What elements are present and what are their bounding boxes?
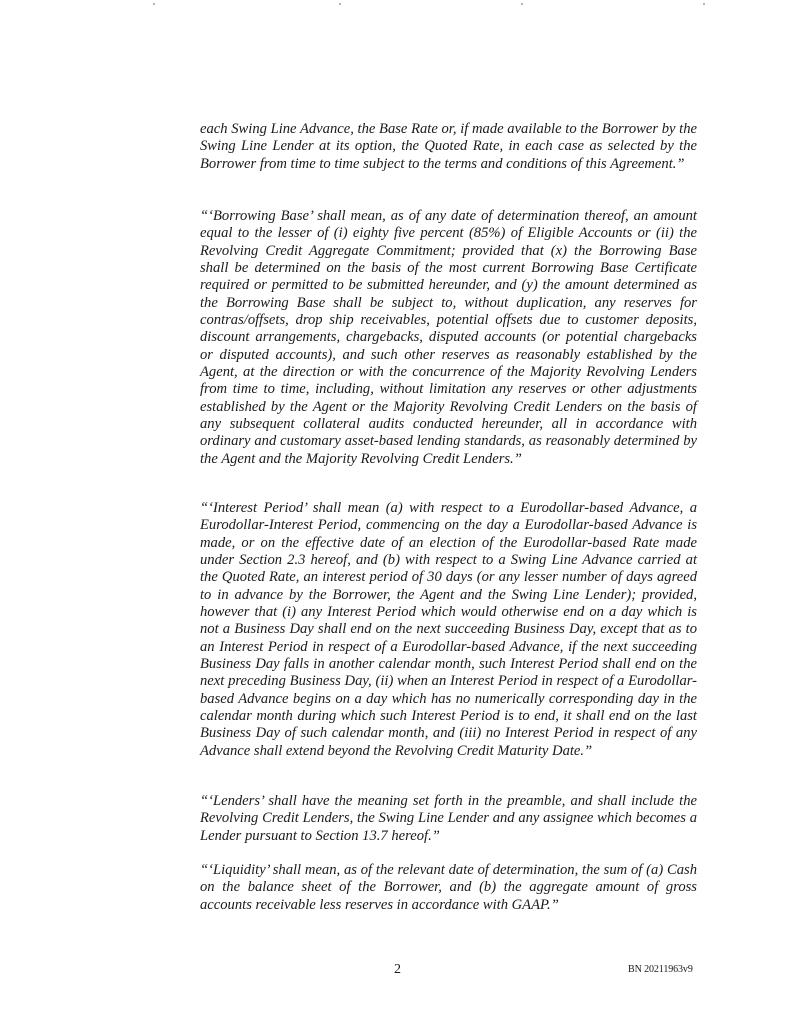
- scan-mark: [153, 3, 155, 5]
- paragraph-text: “‘Interest Period’ shall mean (a) with respect to a Eurodollar-based Advance, a Eurodollar-Interest Period, commencing on the day a Eurodollar-based Advance is made, or on the effective date of an election of the Eurodollar-based Rate made under Section 2.3 hereof, and (b) with respect to a Swing Line Advance carried at the Quoted Rate, an interest period of 30 days (or any lesser number of days agreed to in advance by the Borrower, the Agent and the Swing Line Lender); provided, however that (i) any Interest Period which would otherwise end on a day which is not a Business Day shall end on the next succeeding Business Day, except that as to an Interest Period in respect of a Eurodollar-based Advance, if the next succeeding Business Day falls in another calendar month, such Interest Period shall end on the next preceding Business Day, (ii) when an Interest Period in respect of a Eurodollar-based Advance begins on a day which has no numerically corresponding day in the calendar month during which such Interest Period is to end, it shall end on the last Business Day of such calendar month, and (iii) no Interest Period in respect of any Advance shall extend beyond the Revolving Credit Maturity Date.”: [200, 500, 697, 759]
- paragraph-text: “‘Liquidity’ shall mean, as of the relevant date of determination, the sum of (a) Cash on the balance sheet of the Borrower, and (b) the aggregate amount of gross accounts receivable less reserves in accordance with GAAP.”: [200, 862, 697, 913]
- page-number: 2: [394, 962, 401, 977]
- scan-mark: [339, 3, 341, 5]
- scan-mark: [703, 3, 705, 5]
- definition-borrowing-base: [200, 208, 697, 468]
- scan-mark: [521, 3, 523, 5]
- definition-liquidity: [200, 862, 697, 914]
- paragraph-text: “‘Lenders’ shall have the meaning set forth in the preamble, and shall include the Revolving Credit Lenders, the Swing Line Lender and any assignee which becomes a Lender pursuant to Section 13.7 hereof.”: [200, 793, 697, 844]
- body-paragraph: [200, 121, 697, 173]
- definition-interest-period: [200, 500, 697, 760]
- document-id: BN 20211963v9: [628, 964, 693, 975]
- definition-lenders: [200, 793, 697, 845]
- paragraph-text: “‘Borrowing Base’ shall mean, as of any date of determination thereof, an amount equal to the lesser of (i) eighty five percent (85%) of Eligible Accounts or (ii) the Revolving Credit Aggregate Commitment; provided that (x) the Borrowing Base shall be determined on the basis of the most current Borrowing Base Certificate required or permitted to be submitted hereunder, and (y) the amount determined as the Borrowing Base shall be subject to, without duplication, any reserves for contras/offsets, drop ship receivables, potential offsets due to customer deposits, discount arrangements, chargebacks, disputed accounts (or potential chargebacks or disputed accounts), and such other reserves as reasonably established by the Agent, at the direction or with the concurrence of the Majority Revolving Lenders from time to time, including, without limitation any reserves or other adjustments established by the Agent or the Majority Revolving Credit Lenders on the basis of any subsequent collateral audits conducted hereunder, all in accordance with ordinary and customary asset-based lending standards, as reasonably determined by the Agent and the Majority Revolving Credit Lenders.”: [200, 208, 697, 467]
- paragraph-text: each Swing Line Advance, the Base Rate or, if made available to the Borrower by the Swing Line Lender at its option, the Quoted Rate, in each case as selected by the Borrower from time to time subject to the terms and conditions of this Agreement.”: [200, 121, 697, 172]
